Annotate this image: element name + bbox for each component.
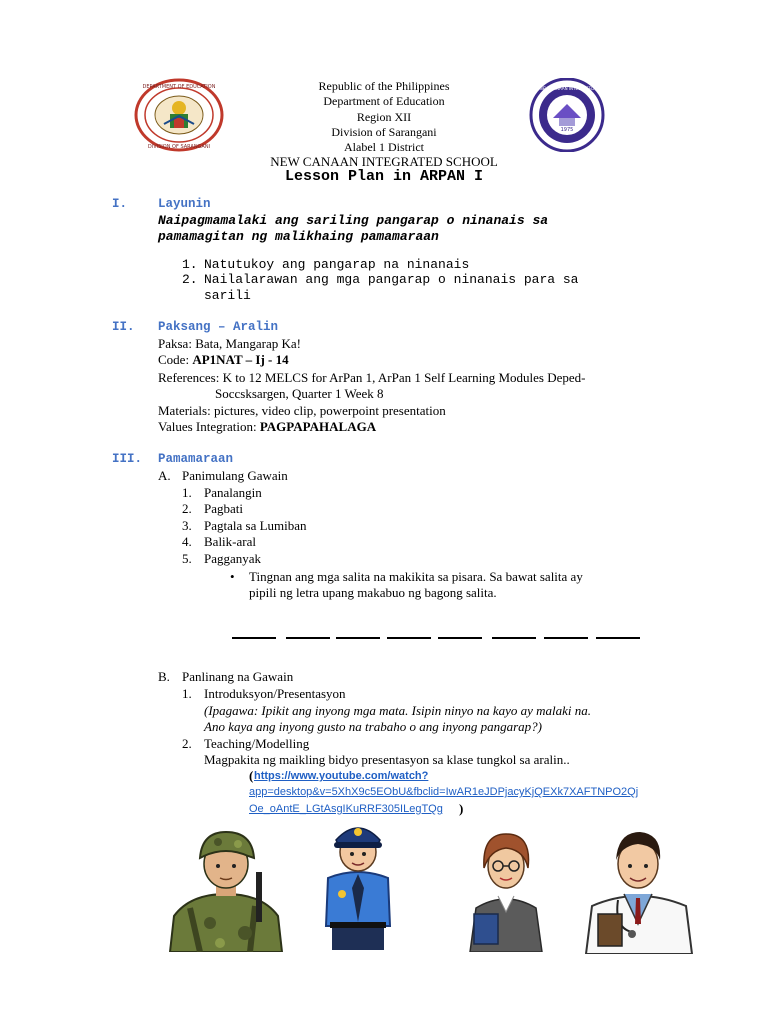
video-link-line-2[interactable]: app=desktop&v=5XhX9c5EObU&fbclid=IwAR1eJDPjacyKjQEXk7XAFTNPO2Qj xyxy=(249,786,639,798)
link-close-paren: ) xyxy=(459,801,464,816)
a-item-4: Balik-aral xyxy=(204,534,256,549)
part-a-title: Panimulang Gawain xyxy=(182,468,288,483)
link-open-paren: ( xyxy=(249,768,254,783)
header-line-2: Department of Education xyxy=(323,94,445,108)
soldier-illustration xyxy=(160,828,292,952)
blank-line-4 xyxy=(387,637,431,639)
svg-text:DEPARTMENT OF EDUCATION: DEPARTMENT OF EDUCATION xyxy=(142,84,216,90)
bullet-icon: • xyxy=(230,569,235,584)
bullet-line-1: Tingnan ang mga salita na makikita sa pisara. Sa bawat salita ay xyxy=(249,569,583,584)
objective-item-2-cont: sarili xyxy=(204,288,251,303)
a-item-2-number: 2. xyxy=(182,501,192,516)
objective-line-1: Naipagmamalaki ang sariling pangarap o ninanais sa xyxy=(158,213,549,228)
section-2-title: Paksang – Aralin xyxy=(158,320,279,334)
objective-item-1-number: 1. xyxy=(182,257,198,272)
b-item-1-number: 1. xyxy=(182,686,192,701)
part-b-title: Panlinang na Gawain xyxy=(182,669,294,684)
blank-line-8 xyxy=(596,637,640,639)
svg-text:1975: 1975 xyxy=(560,127,574,133)
bullet-line-2: pipili ng letra upang makabuo ng bagong salita. xyxy=(249,585,497,600)
a-item-4-number: 4. xyxy=(182,534,192,549)
blank-line-1 xyxy=(232,637,276,639)
b-item-1-title: Introduksyon/Presentasyon xyxy=(204,686,346,701)
a-item-5: Pagganyak xyxy=(204,551,262,566)
code-line xyxy=(158,352,289,369)
values-line xyxy=(158,419,376,436)
section-3-title: Pamamaraan xyxy=(158,452,234,466)
blank-line-6 xyxy=(492,637,536,639)
video-link-line-3[interactable]: Oe_oAntE_LGtAsgIKuRRF305ILegTQg xyxy=(249,803,443,815)
video-link-line-1[interactable]: https://www.youtube.com/watch? xyxy=(254,770,429,782)
b-item-1-note-2: Ano kaya ang inyong gusto na trabaho o ang inyong pangarap?) xyxy=(204,719,542,734)
a-item-3-number: 3. xyxy=(182,518,192,533)
header-line-3: Region XII xyxy=(356,110,412,124)
b-item-2-text: Magpakita ng maikling bidyo presentasyon sa klase tungkol sa aralin.. xyxy=(204,752,570,767)
objective-item-2-number: 2. xyxy=(182,272,198,287)
a-item-3: Pagtala sa Lumiban xyxy=(204,518,307,533)
paksa: Paksa: Bata, Mangarap Ka! xyxy=(158,336,301,351)
header-line-1: Republic of the Philippines xyxy=(318,79,450,93)
blank-line-2 xyxy=(286,637,330,639)
svg-text:DIVISION OF SARANGANI: DIVISION OF SARANGANI xyxy=(147,144,211,150)
part-b-letter: B. xyxy=(158,669,170,684)
blank-line-7 xyxy=(544,637,588,639)
materials: Materials: pictures, video clip, powerpoint presentation xyxy=(158,403,446,418)
teacher-illustration xyxy=(458,828,554,952)
part-a-letter: A. xyxy=(158,468,171,483)
a-item-1-number: 1. xyxy=(182,485,192,500)
section-1-title: Layunin xyxy=(158,197,211,211)
document-title: Lesson Plan in ARPAN I xyxy=(284,168,484,185)
code-label: Code: xyxy=(158,352,193,367)
svg-text:NEW CANAAN INTEGRATED: NEW CANAAN INTEGRATED xyxy=(539,86,595,91)
doctor-illustration xyxy=(578,828,700,954)
blank-line-3 xyxy=(336,637,380,639)
section-3-number: III. xyxy=(112,452,143,466)
school-name: NEW CANAAN INTEGRATED SCHOOL xyxy=(270,154,498,169)
a-item-2: Pagbati xyxy=(204,501,243,516)
values-value: PAGPAPAHALAGA xyxy=(259,419,377,434)
a-item-5-number: 5. xyxy=(182,551,192,566)
section-2-number: II. xyxy=(112,320,135,334)
references: References: K to 12 MELCS for ArPan 1, ArPan 1 Self Learning Modules Deped- xyxy=(158,370,586,385)
police-officer-illustration xyxy=(318,818,398,952)
blank-line-5 xyxy=(438,637,482,639)
values-label: Values Integration: xyxy=(158,419,260,434)
references-cont: Soccsksargen, Quarter 1 Week 8 xyxy=(215,386,384,401)
objective-line-2: pamamagitan ng malikhaing pamamaraan xyxy=(158,229,439,244)
header-line-4: Division of Sarangani xyxy=(331,125,437,139)
header-line-5: Alabel 1 District xyxy=(344,140,424,154)
code-value: AP1NAT – Ij - 14 xyxy=(192,352,289,367)
b-item-2-title: Teaching/Modelling xyxy=(204,736,310,751)
b-item-1-note-1: (Ipagawa: Ipikit ang inyong mga mata. Isipin ninyo na kayo ay malaki na. xyxy=(204,703,592,718)
objective-item-2: Nailalarawan ang mga pangarap o ninanais para sa xyxy=(204,272,579,287)
objective-item-1: Natutukoy ang pangarap na ninanais xyxy=(204,257,470,272)
a-item-1: Panalangin xyxy=(204,485,262,500)
section-1-number: I. xyxy=(112,197,128,211)
b-item-2-number: 2. xyxy=(182,736,192,751)
